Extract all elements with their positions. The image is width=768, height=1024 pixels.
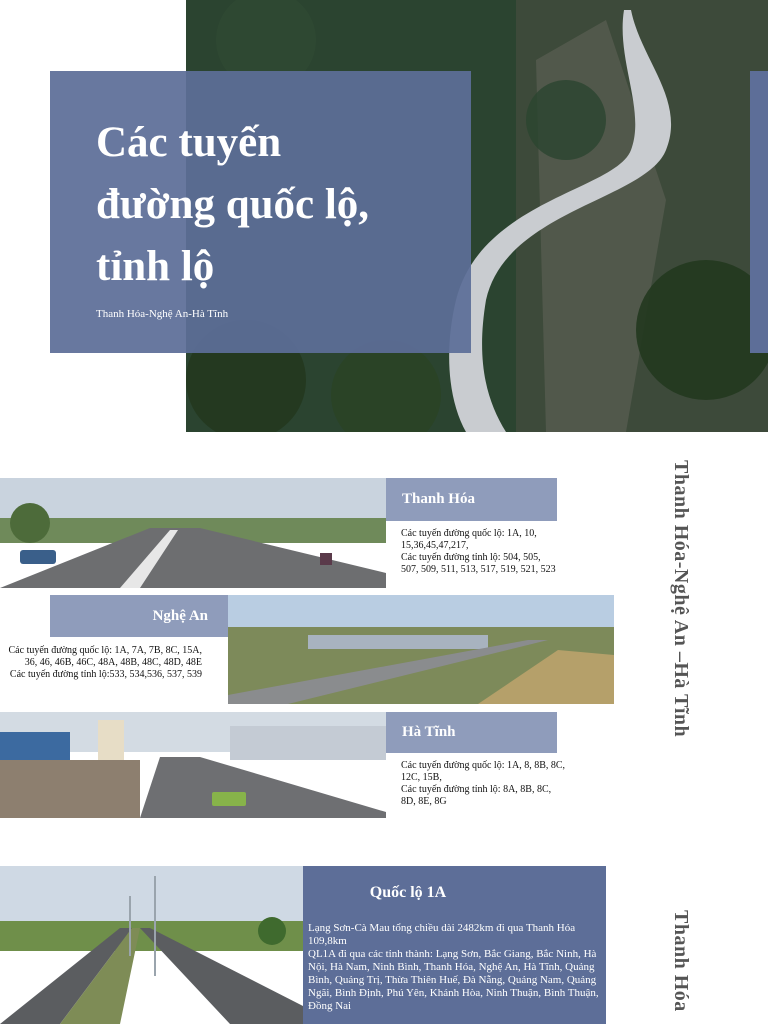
provincial-roads-text: Các tuyến đường tỉnh lộ:533, 534,536, 537, 539	[9, 669, 202, 680]
nghe-an-road-photo	[228, 595, 614, 704]
provincial-roads-text: Các tuyến đường tỉnh lộ: 8A, 8B, 8C, 8D, 8E, 8G	[401, 784, 552, 807]
national-roads-text: Các tuyến đường quốc lộ: 1A, 10, 15,36,45,47,217,	[401, 528, 537, 551]
highway-length-text: Lạng Sơn-Cà Mau tổng chiều dài 2482km đi qua Thanh Hóa 109,8km	[308, 922, 576, 947]
province-label-nghe-an: Nghệ An	[50, 595, 228, 637]
thanh-hoa-roads	[401, 528, 556, 576]
side-title-thanh-hoa: Thanh Hóa	[670, 910, 692, 1012]
thanh-hoa-road-photo	[0, 478, 386, 588]
page-subtitle: Thanh Hóa-Nghệ An-Hà Tĩnh	[96, 308, 229, 320]
page-title	[96, 112, 456, 298]
highway-1a-description	[308, 922, 600, 1013]
province-label-ha-tinh: Hà Tĩnh	[386, 712, 557, 753]
hero-edge-accent	[750, 71, 768, 353]
nghe-an-roads	[0, 645, 202, 681]
side-title-region: Thanh Hóa-Nghệ An –Hà Tĩnh	[670, 460, 692, 738]
national-roads-text: Các tuyến đường quốc lộ: 1A, 8, 8B, 8C, 12C, 15B,	[401, 760, 566, 783]
province-label-thanh-hoa: Thanh Hóa	[386, 478, 557, 521]
provincial-roads-text: Các tuyến đường tỉnh lộ: 504, 505, 507, 509, 511, 513, 517, 519, 521, 523	[401, 552, 556, 575]
title-line: đường quốc lộ,	[96, 181, 370, 228]
highway-1a-photo	[0, 866, 303, 1024]
title-line: tỉnh lộ	[96, 243, 215, 290]
national-roads-text: Các tuyến đường quốc lộ: 1A, 7A, 7B, 8C, 15A, 36, 46, 46B, 46C, 48A, 48B, 48C, 48D, 48E	[8, 645, 202, 668]
highway-1a-title: Quốc lộ 1A	[369, 884, 447, 901]
title-line: Các tuyến	[96, 119, 282, 166]
highway-provinces-text: QL1A đi qua các tỉnh thành: Lạng Sơn, Bắc Giang, Bắc Ninh, Hà Nội, Hà Nam, Ninh Bình, Thanh Hóa, Nghệ An, Hà Tĩnh, Quảng Bình, Quảng Trị, Thừa Thiên Huế, Đà Nẵng, Quảng Nam, Quảng Ngãi, Bình Định, Phú Yên, Khánh Hòa, Ninh Thuận, Bình Thuận, Đồng Nai	[308, 948, 599, 1012]
ha-tinh-roads	[401, 760, 566, 808]
ha-tinh-road-photo	[0, 712, 386, 818]
